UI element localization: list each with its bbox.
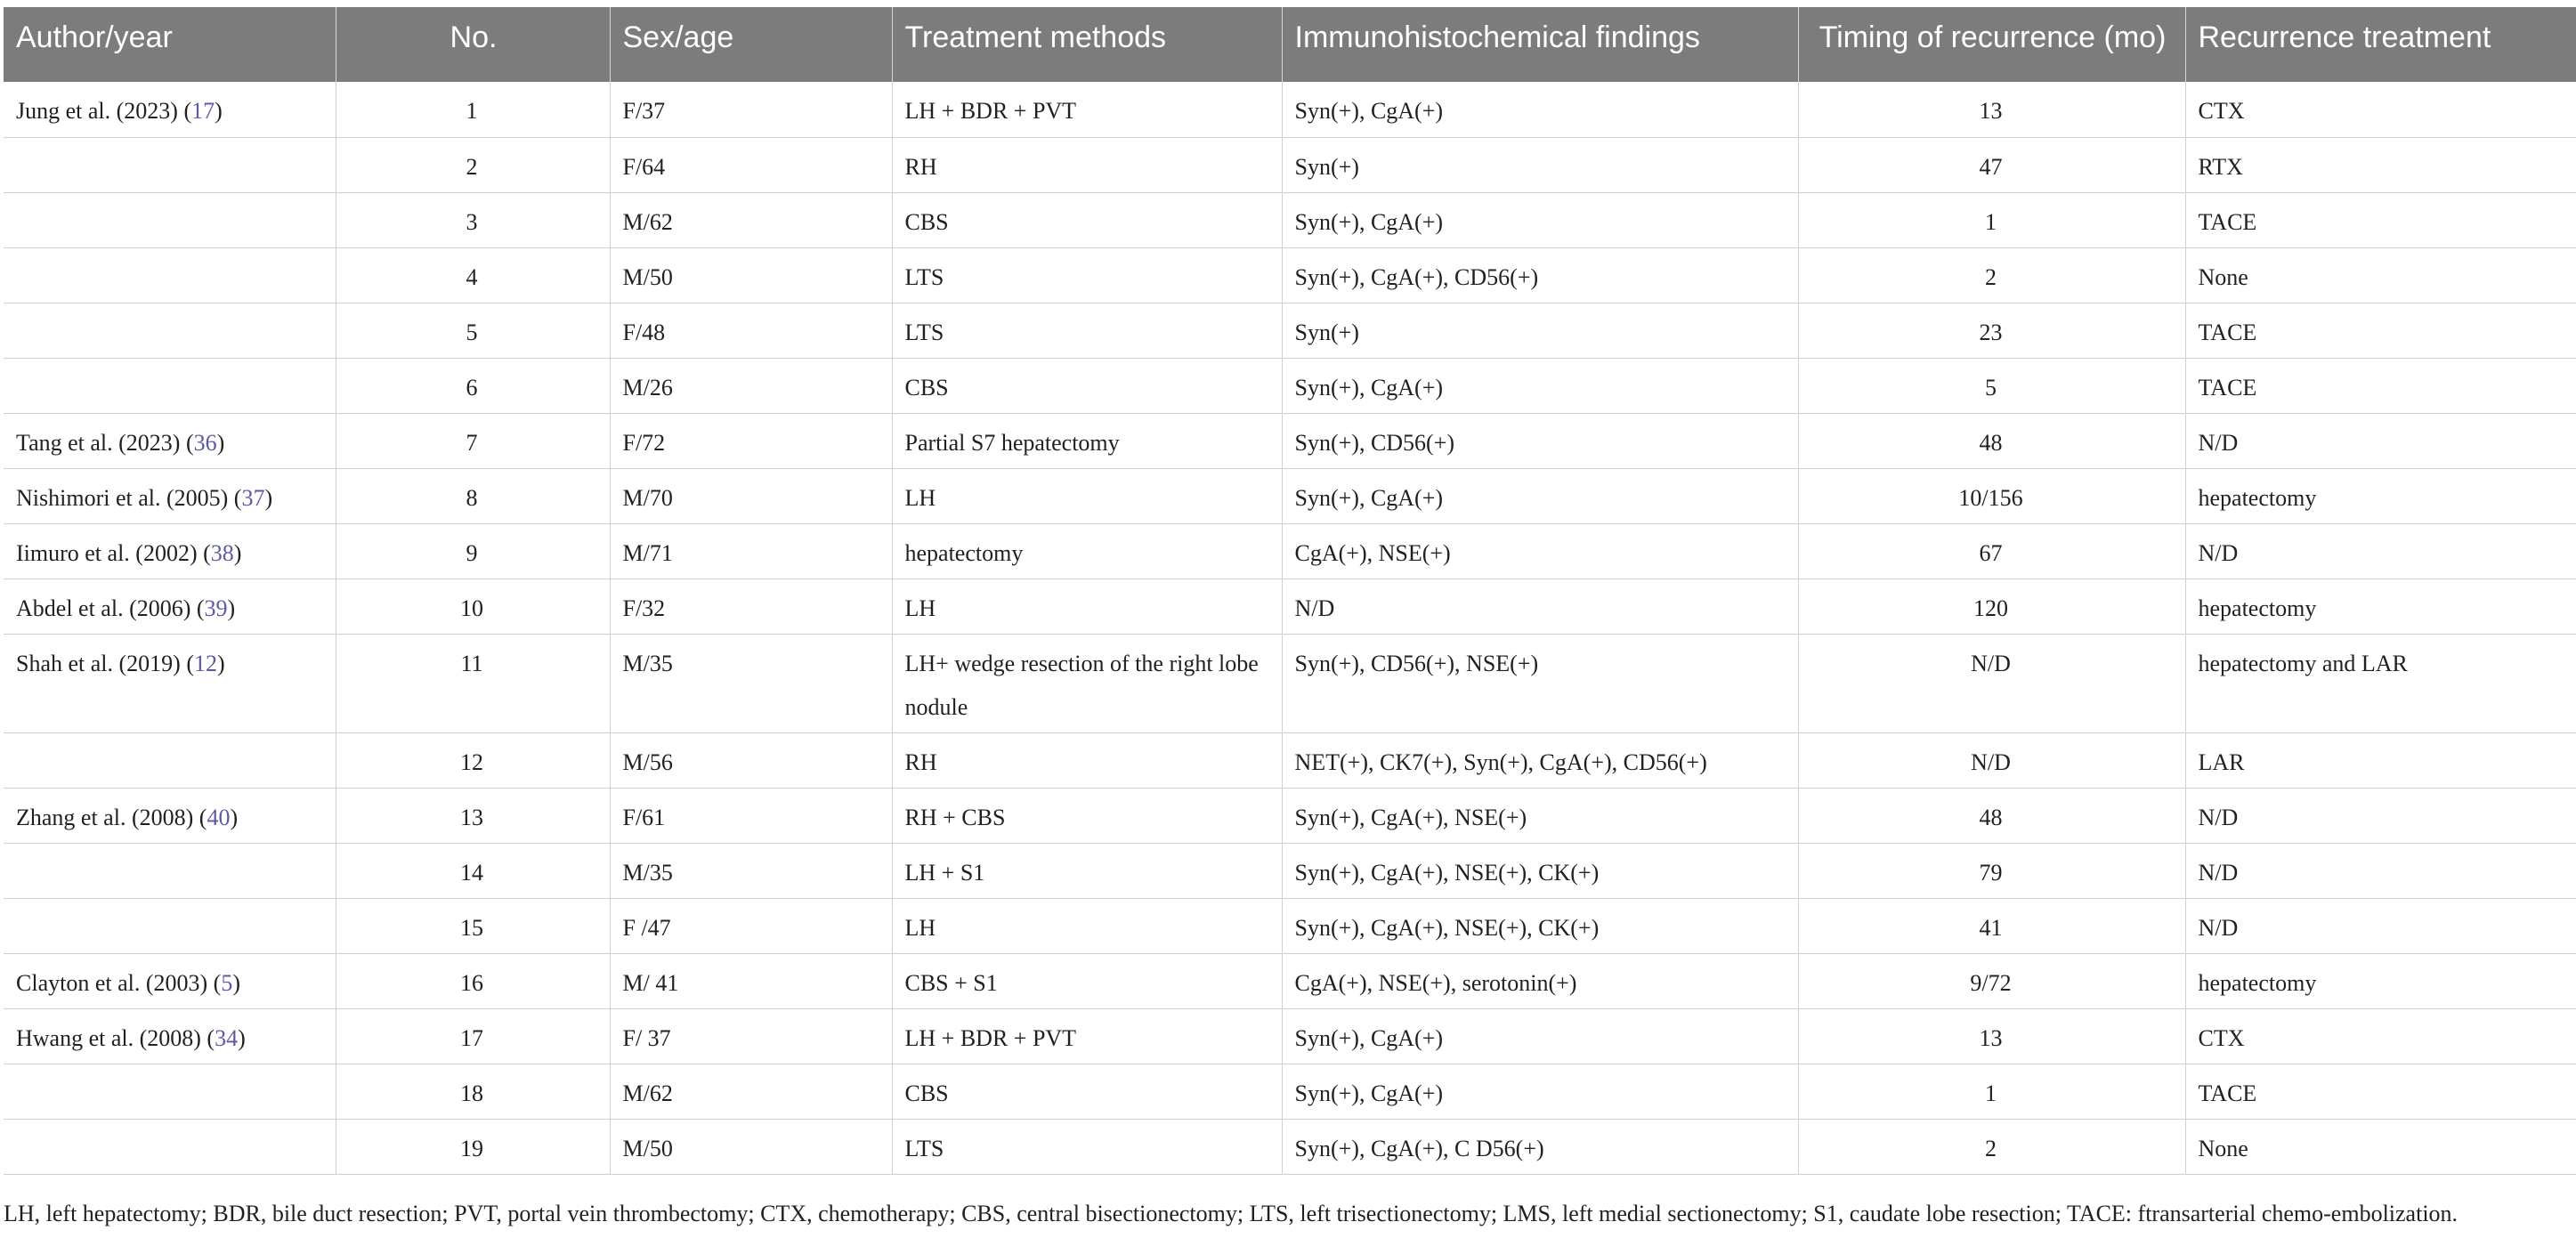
cell-no: 1: [336, 82, 610, 137]
reference-link[interactable]: 37: [241, 484, 265, 511]
cell-author-year: [4, 1064, 336, 1119]
author-text: Hwang et al. (2008) (: [16, 1024, 215, 1051]
cell-no: 10: [336, 579, 610, 634]
cell-treatment-methods: RH + CBS: [892, 788, 1282, 843]
cell-treatment-methods: LH + S1: [892, 843, 1282, 898]
cell-immunohistochemical-findings: Syn(+), CgA(+), NSE(+), CK(+): [1282, 843, 1798, 898]
table-row: [4, 192, 2576, 247]
cell-sex-age: M/50: [610, 1119, 892, 1174]
cell-timing-of-recurrence: 2: [1798, 1119, 2185, 1174]
header-author-year: Author/year: [4, 7, 336, 82]
cell-treatment-methods: LH: [892, 468, 1282, 523]
cell-author-year: [4, 523, 336, 579]
cell-timing-of-recurrence: 5: [1798, 358, 2185, 413]
cell-timing-of-recurrence: 47: [1798, 137, 2185, 192]
cell-sex-age: F/ 37: [610, 1008, 892, 1064]
cell-timing-of-recurrence: 48: [1798, 413, 2185, 468]
cell-sex-age: M/71: [610, 523, 892, 579]
cell-author-year: [4, 413, 336, 468]
cell-recurrence-treatment: TACE: [2185, 192, 2576, 247]
author-text: Nishimori et al. (2005) (: [16, 484, 242, 511]
cell-recurrence-treatment: hepatectomy: [2185, 579, 2576, 634]
cell-no: 7: [336, 413, 610, 468]
cell-timing-of-recurrence: 13: [1798, 82, 2185, 137]
cell-timing-of-recurrence: 67: [1798, 523, 2185, 579]
table-row: [4, 1008, 2576, 1064]
author-text-close: ): [238, 1024, 246, 1051]
cell-immunohistochemical-findings: Syn(+), CgA(+): [1282, 1008, 1798, 1064]
author-text-close: ): [217, 650, 225, 676]
cell-recurrence-treatment: hepatectomy: [2185, 468, 2576, 523]
cell-sex-age: M/35: [610, 843, 892, 898]
cell-recurrence-treatment: RTX: [2185, 137, 2576, 192]
cell-timing-of-recurrence: 41: [1798, 898, 2185, 953]
cell-sex-age: F /47: [610, 898, 892, 953]
cell-immunohistochemical-findings: Syn(+): [1282, 137, 1798, 192]
cell-immunohistochemical-findings: Syn(+), CgA(+): [1282, 82, 1798, 137]
cell-recurrence-treatment: N/D: [2185, 413, 2576, 468]
cell-sex-age: F/72: [610, 413, 892, 468]
table-row: [4, 1119, 2576, 1174]
cell-author-year: [4, 634, 336, 732]
table-row: [4, 1064, 2576, 1119]
table-header: [4, 7, 2576, 82]
table-row: [4, 468, 2576, 523]
cell-treatment-methods: LH: [892, 898, 1282, 953]
cell-timing-of-recurrence: 79: [1798, 843, 2185, 898]
cell-immunohistochemical-findings: Syn(+), CD56(+): [1282, 413, 1798, 468]
cell-sex-age: M/62: [610, 1064, 892, 1119]
cell-immunohistochemical-findings: NET(+), CK7(+), Syn(+), CgA(+), CD56(+): [1282, 732, 1798, 788]
cell-immunohistochemical-findings: Syn(+), CgA(+): [1282, 358, 1798, 413]
cell-timing-of-recurrence: 120: [1798, 579, 2185, 634]
cell-recurrence-treatment: hepatectomy and LAR: [2185, 634, 2576, 732]
cell-treatment-methods: CBS: [892, 358, 1282, 413]
reference-link[interactable]: 34: [215, 1024, 239, 1051]
table-body: [4, 82, 2576, 1174]
cell-timing-of-recurrence: 1: [1798, 192, 2185, 247]
cell-timing-of-recurrence: 23: [1798, 303, 2185, 358]
cell-recurrence-treatment: TACE: [2185, 1064, 2576, 1119]
cell-treatment-methods: LTS: [892, 247, 1282, 303]
cell-no: 3: [336, 192, 610, 247]
cell-timing-of-recurrence: N/D: [1798, 732, 2185, 788]
cell-treatment-methods: LH + BDR + PVT: [892, 82, 1282, 137]
cell-author-year: [4, 137, 336, 192]
cell-treatment-methods: RH: [892, 732, 1282, 788]
cell-no: 5: [336, 303, 610, 358]
header-timing-of-recurrence: Timing of recurrence (mo): [1798, 7, 2185, 82]
author-text-close: ): [216, 429, 225, 456]
cell-recurrence-treatment: None: [2185, 247, 2576, 303]
cell-sex-age: M/26: [610, 358, 892, 413]
cell-author-year: [4, 192, 336, 247]
table-row: [4, 137, 2576, 192]
header-immunohistochemical-findings: Immunohistochemical findings: [1282, 7, 1798, 82]
cell-recurrence-treatment: N/D: [2185, 523, 2576, 579]
author-text: Jung et al. (2023) (: [16, 98, 192, 124]
author-text: Iimuro et al. (2002) (: [16, 539, 211, 566]
reference-link[interactable]: 5: [221, 969, 233, 996]
reference-link[interactable]: 39: [204, 595, 228, 621]
table-row: [4, 358, 2576, 413]
cell-no: 14: [336, 843, 610, 898]
cell-author-year: [4, 468, 336, 523]
cell-immunohistochemical-findings: N/D: [1282, 579, 1798, 634]
cell-timing-of-recurrence: 48: [1798, 788, 2185, 843]
cell-author-year: [4, 579, 336, 634]
reference-link[interactable]: 12: [194, 650, 218, 676]
reference-link[interactable]: 36: [193, 429, 217, 456]
cell-author-year: [4, 1119, 336, 1174]
cell-sex-age: M/50: [610, 247, 892, 303]
cell-treatment-methods: RH: [892, 137, 1282, 192]
cell-timing-of-recurrence: 2: [1798, 247, 2185, 303]
header-treatment-methods: Treatment methods: [892, 7, 1282, 82]
author-text-close: ): [232, 969, 241, 996]
header-recurrence-treatment: Recurrence treatment: [2185, 7, 2576, 82]
cell-no: 19: [336, 1119, 610, 1174]
cell-no: 17: [336, 1008, 610, 1064]
author-text: Tang et al. (2023) (: [16, 429, 194, 456]
reference-link[interactable]: 17: [191, 98, 215, 124]
table-row: [4, 898, 2576, 953]
author-text: Zhang et al. (2008) (: [16, 804, 207, 830]
cell-recurrence-treatment: CTX: [2185, 1008, 2576, 1064]
cell-immunohistochemical-findings: Syn(+), CgA(+): [1282, 1064, 1798, 1119]
cell-sex-age: F/48: [610, 303, 892, 358]
author-text: Abdel et al. (2006) (: [16, 595, 205, 621]
author-text: Shah et al. (2019) (: [16, 650, 195, 676]
cell-author-year: [4, 898, 336, 953]
cell-sex-age: F/61: [610, 788, 892, 843]
cell-no: 9: [336, 523, 610, 579]
cell-sex-age: M/ 41: [610, 953, 892, 1008]
cell-immunohistochemical-findings: Syn(+), CgA(+), C D56(+): [1282, 1119, 1798, 1174]
cell-timing-of-recurrence: 10/156: [1798, 468, 2185, 523]
cell-no: 6: [336, 358, 610, 413]
reference-link[interactable]: 40: [207, 804, 231, 830]
cell-sex-age: F/37: [610, 82, 892, 137]
cell-treatment-methods: LTS: [892, 303, 1282, 358]
author-text-close: ): [233, 539, 242, 566]
cell-author-year: [4, 82, 336, 137]
author-text: Clayton et al. (2003) (: [16, 969, 222, 996]
cell-treatment-methods: CBS + S1: [892, 953, 1282, 1008]
cell-timing-of-recurrence: 1: [1798, 1064, 2185, 1119]
cell-author-year: [4, 732, 336, 788]
cell-treatment-methods: CBS: [892, 1064, 1282, 1119]
cell-recurrence-treatment: N/D: [2185, 788, 2576, 843]
table-row: [4, 634, 2576, 732]
cell-recurrence-treatment: None: [2185, 1119, 2576, 1174]
cell-recurrence-treatment: N/D: [2185, 898, 2576, 953]
cell-immunohistochemical-findings: Syn(+), CgA(+): [1282, 192, 1798, 247]
author-text-close: ): [215, 98, 223, 124]
cell-treatment-methods: hepatectomy: [892, 523, 1282, 579]
table-row: [4, 303, 2576, 358]
cell-recurrence-treatment: hepatectomy: [2185, 953, 2576, 1008]
cell-treatment-methods: LH + BDR + PVT: [892, 1008, 1282, 1064]
cell-timing-of-recurrence: 9/72: [1798, 953, 2185, 1008]
cell-no: 8: [336, 468, 610, 523]
cell-immunohistochemical-findings: Syn(+): [1282, 303, 1798, 358]
table-footnote: LH, left hepatectomy; BDR, bile duct resection; PVT, portal vein thrombectomy; CTX, chemotherapy; CBS, central bisectionectomy; LTS, left trisectionectomy; LMS, left medial sectionectomy; S1, caudate lobe resection; TACE: ftransarterial chemo-embolization.: [4, 1201, 2459, 1226]
table-row: [4, 843, 2576, 898]
header-no: No.: [336, 7, 610, 82]
cell-no: 12: [336, 732, 610, 788]
cell-no: 4: [336, 247, 610, 303]
cell-immunohistochemical-findings: Syn(+), CgA(+), NSE(+), CK(+): [1282, 898, 1798, 953]
cell-sex-age: F/64: [610, 137, 892, 192]
cell-immunohistochemical-findings: CgA(+), NSE(+), serotonin(+): [1282, 953, 1798, 1008]
cell-recurrence-treatment: LAR: [2185, 732, 2576, 788]
header-row: [4, 7, 2576, 82]
cell-treatment-methods: CBS: [892, 192, 1282, 247]
author-text-close: ): [230, 804, 239, 830]
cell-sex-age: F/32: [610, 579, 892, 634]
cell-no: 2: [336, 137, 610, 192]
cell-sex-age: M/62: [610, 192, 892, 247]
cell-author-year: [4, 843, 336, 898]
cell-no: 11: [336, 634, 610, 732]
author-text-close: ): [264, 484, 273, 511]
cell-recurrence-treatment: N/D: [2185, 843, 2576, 898]
cell-author-year: [4, 953, 336, 1008]
cell-recurrence-treatment: TACE: [2185, 303, 2576, 358]
cell-treatment-methods: LTS: [892, 1119, 1282, 1174]
cell-immunohistochemical-findings: Syn(+), CgA(+), NSE(+): [1282, 788, 1798, 843]
cell-timing-of-recurrence: N/D: [1798, 634, 2185, 732]
author-text-close: ): [227, 595, 236, 621]
table-row: [4, 788, 2576, 843]
table-row: [4, 579, 2576, 634]
table-row: [4, 523, 2576, 579]
table-row: [4, 732, 2576, 788]
table-row: [4, 247, 2576, 303]
cell-sex-age: M/56: [610, 732, 892, 788]
cell-timing-of-recurrence: 13: [1798, 1008, 2185, 1064]
cell-sex-age: M/70: [610, 468, 892, 523]
cell-no: 15: [336, 898, 610, 953]
table-row: [4, 413, 2576, 468]
header-sex-age: Sex/age: [610, 7, 892, 82]
cell-author-year: [4, 247, 336, 303]
cell-treatment-methods: LH+ wedge resection of the right lobe nodule: [892, 634, 1282, 732]
table-row: [4, 82, 2576, 137]
cell-no: 16: [336, 953, 610, 1008]
cell-immunohistochemical-findings: Syn(+), CgA(+): [1282, 468, 1798, 523]
cell-immunohistochemical-findings: Syn(+), CgA(+), CD56(+): [1282, 247, 1798, 303]
table-row: [4, 953, 2576, 1008]
cell-recurrence-treatment: CTX: [2185, 82, 2576, 137]
cell-author-year: [4, 1008, 336, 1064]
cell-no: 13: [336, 788, 610, 843]
cell-treatment-methods: LH: [892, 579, 1282, 634]
cell-recurrence-treatment: TACE: [2185, 358, 2576, 413]
cell-immunohistochemical-findings: Syn(+), CD56(+), NSE(+): [1282, 634, 1798, 732]
cell-author-year: [4, 303, 336, 358]
cell-sex-age: M/35: [610, 634, 892, 732]
recurrence-table: [4, 7, 2576, 1175]
cell-author-year: [4, 788, 336, 843]
cell-treatment-methods: Partial S7 hepatectomy: [892, 413, 1282, 468]
reference-link[interactable]: 38: [210, 539, 234, 566]
cell-author-year: [4, 358, 336, 413]
cell-no: 18: [336, 1064, 610, 1119]
cell-immunohistochemical-findings: CgA(+), NSE(+): [1282, 523, 1798, 579]
